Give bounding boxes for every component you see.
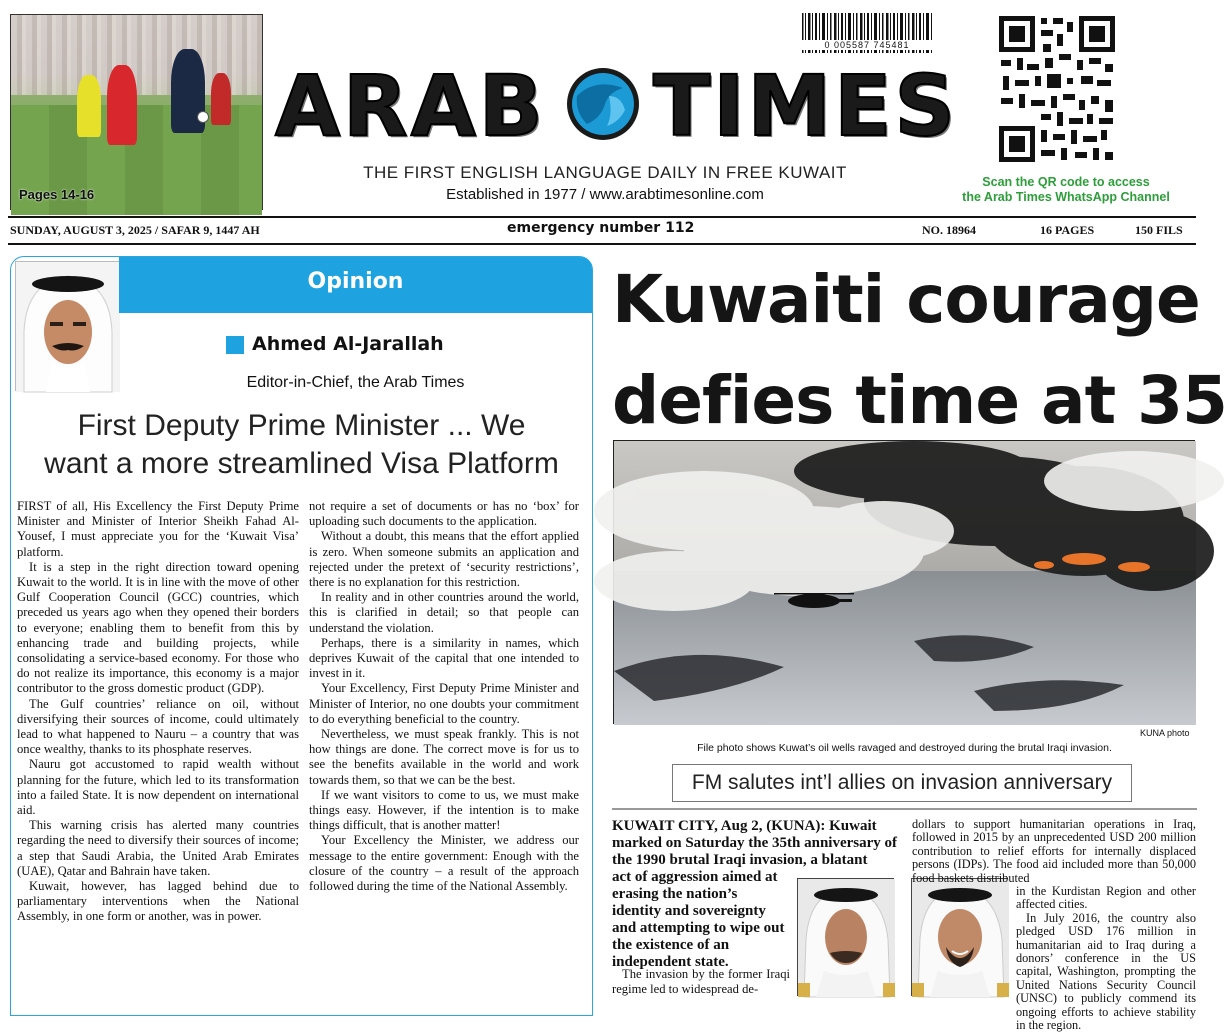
opinion-paragraph: The Gulf countries’ reliance on oil, without diversifying their sources of income, could ultimately lead to what happened to Nauru – a country that was once wealthy, thanks to its phosphate reserves. bbox=[17, 696, 299, 757]
author-title: Editor-in-Chief, the Arab Times bbox=[246, 374, 465, 391]
dateline-top-rule bbox=[8, 216, 1196, 218]
sports-pages-label: Pages 14-16 bbox=[19, 187, 95, 202]
dateline-bar bbox=[10, 221, 1194, 241]
qr-caption-line-2: the Arab Times WhatsApp Channel bbox=[962, 190, 1170, 204]
minister-photo-1 bbox=[797, 878, 894, 996]
lead-col2-narrow: in the Kurdistan Region and other affected cities. bbox=[1016, 884, 1196, 912]
lead-body-text: The invasion by the former Iraqi regime led to widespread de- bbox=[612, 967, 790, 996]
author-portrait-icon bbox=[16, 262, 120, 392]
subhead-rule bbox=[612, 808, 1197, 810]
opinion-paragraph: Nevertheless, we must speak frankly. This is not how things are done. The correct move is for us to see the benefits available in the world and work towards them, so that we can be the best. bbox=[309, 727, 579, 787]
issue-price: 150 FILS bbox=[1135, 223, 1183, 237]
lead-headline[interactable] bbox=[612, 249, 1227, 451]
issue-date: SUNDAY, AUGUST 3, 2025 / SAFAR 9, 1447 AH bbox=[10, 223, 260, 237]
oil-fires-photo bbox=[614, 441, 1196, 725]
lead-intro-wide: KUWAIT CITY, Aug 2, (KUNA): Kuwait marked on Saturday the 35th anniversary of the 1990 brutal Iraqi invasion, a blatant bbox=[612, 818, 898, 868]
arab-times-logo[interactable] bbox=[275, 57, 959, 155]
lead-col2-wide: dollars to support humanitarian operations in Iraq, followed in 2015 by an unprecedented USD 200 million contribution to relief efforts for internally displaced persons (IDPs). The food aid included more than 50,000 food baskets distributed bbox=[912, 817, 1196, 885]
opinion-body-column-1 bbox=[17, 499, 299, 925]
opinion-banner bbox=[119, 257, 592, 313]
whatsapp-qr-code-icon[interactable] bbox=[997, 14, 1117, 164]
author-portrait bbox=[15, 261, 119, 391]
issue-number: NO. 18964 bbox=[922, 223, 976, 237]
opinion-headline-line-2: want a more streamlined Visa Platform bbox=[44, 447, 559, 480]
logo-word-arab: ARAB bbox=[275, 57, 546, 155]
opinion-headline[interactable] bbox=[15, 407, 588, 483]
opinion-paragraph: In reality and in other countries around the world, this is clarified in detail; so that people can understand the violation. bbox=[309, 590, 579, 635]
lead-col2-paragraph-2: In July 2016, the country also pledged USD 176 million in humanitarian aid to Iraq during a donors’ conference in the US capital, Washington, prompting the United Nations Security Council (UNSC) to publicly commend its ongoing efforts to achieve stability in the region. bbox=[1016, 910, 1196, 1033]
qr-caption-line-1: Scan the QR code to access bbox=[982, 175, 1150, 189]
lead-body-column-2 bbox=[912, 818, 1196, 1033]
opinion-paragraph: Without a doubt, this means that the effort applied is zero. When someone submits an application and rejected under the pretext of ‘security restrictions’, there is no explanation for this restriction. bbox=[309, 529, 579, 590]
opinion-paragraph: It is a step in the right direction toward opening Kuwait to the world. It is in line with the move of other Gulf Cooperation Council (GCC) countries, which preceded us years ago when they opened their borders to everyone; enabling them to benefit from this by enhancing trade and building projects, while consolidating a service-based economy. For those who do not realize its importance, this economy is a major contributor to the gross domestic product (GDP). bbox=[17, 559, 299, 696]
emergency-number: emergency number 112 bbox=[507, 220, 695, 236]
opinion-headline-line-1: First Deputy Prime Minister ... We bbox=[77, 409, 526, 442]
football bbox=[197, 111, 209, 123]
lead-intro-narrow: act of aggression aimed at erasing the nation’s identity and sovereignty and attempting to wipe out the existence of an independent state. bbox=[612, 869, 785, 970]
byline-square-icon bbox=[226, 336, 244, 354]
lead-headline-line-2: defies time at 35 bbox=[612, 362, 1227, 439]
masthead-established: Established in 1977 / www.arabtimesonline.com bbox=[446, 186, 764, 203]
logo-globe-icon bbox=[565, 66, 641, 142]
lead-col2-paragraph-1 bbox=[912, 818, 1196, 912]
opinion-column[interactable] bbox=[10, 256, 593, 1016]
masthead-tagline: THE FIRST ENGLISH LANGUAGE DAILY IN FREE KUWAIT bbox=[363, 163, 847, 182]
opinion-paragraph: Kuwait, however, has lagged behind due to parliamentary interventions when the National Assembly, in one form or another, was in power. bbox=[17, 879, 299, 924]
author-name: Ahmed Al-Jarallah bbox=[252, 333, 444, 355]
qr-caption bbox=[940, 175, 1192, 205]
opinion-paragraph: Your Excellency, First Deputy Prime Minister and Minister of Interior, no one doubts your commitment to do everything beneficial to the country. bbox=[309, 681, 579, 726]
photo-credit: KUNA photo bbox=[1140, 728, 1190, 738]
opinion-section-label: Opinion bbox=[307, 269, 404, 294]
opinion-paragraph: This warning crisis has alerted many countries regarding the need to diversify their sources of income; a step that Saudi Arabia, the United Arab Emirates (UAE), Qatar and Bahrain have taken. bbox=[17, 818, 299, 878]
lead-subheadline[interactable]: FM salutes int’l allies on invasion anniversary bbox=[672, 764, 1132, 802]
player-red-back bbox=[211, 73, 231, 125]
opinion-paragraph: If we want visitors to come to us, we must make things easy. However, if the intention is to make things difficult, that is another matter! bbox=[309, 787, 579, 833]
opinion-paragraph: not require a set of documents or has no ‘box’ for uploading such documents to the application. bbox=[309, 499, 579, 529]
opinion-body-column-2 bbox=[309, 499, 579, 894]
referee bbox=[77, 75, 101, 137]
lead-headline-line-1: Kuwaiti courage bbox=[612, 261, 1200, 338]
minister-portrait-icon bbox=[798, 879, 895, 997]
logo-word-times: TIMES bbox=[653, 57, 959, 155]
barcode-number: 0 005587 745481 bbox=[800, 40, 934, 50]
lead-photo-oil-fires[interactable] bbox=[613, 440, 1195, 724]
page-count: 16 PAGES bbox=[1040, 223, 1095, 237]
photo-caption: File photo shows Kuwat’s oil wells ravaged and destroyed during the brutal Iraqi invasion. bbox=[697, 742, 1112, 754]
opinion-paragraph: Your Excellency the Minister, we address our message to the entire government: Enough with the closure of the country – a result of the approach followed during the time of the National Assembly. bbox=[309, 833, 579, 894]
opinion-paragraph: Perhaps, there is a similarity in names, which deprives Kuwait of the capital that one intended to invest in it. bbox=[309, 635, 579, 681]
sports-teaser-photo[interactable] bbox=[10, 14, 263, 210]
player-red bbox=[107, 65, 137, 145]
opinion-paragraph: Nauru got accustomed to rapid wealth without planning for the future, which led to its transformation into a failed State. It is now dependent on international aid. bbox=[17, 757, 299, 818]
opinion-paragraph: FIRST of all, His Excellency the First Deputy Prime Minister and Minister of Interior Sheikh Fahad Al-Yousef, I must appreciate you for the ‘Kuwait Visa’ platform. bbox=[17, 499, 299, 559]
dateline-bottom-rule bbox=[8, 243, 1196, 245]
